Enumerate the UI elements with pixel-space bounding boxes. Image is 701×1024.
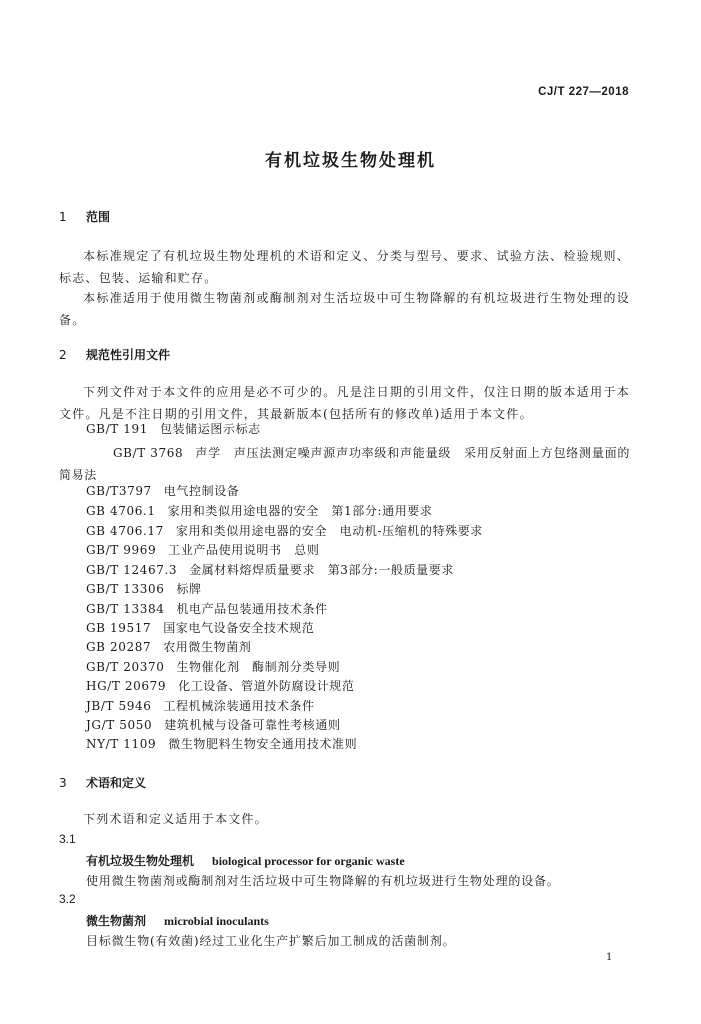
reference-item — [86, 420, 261, 437]
page-number: 1 — [606, 952, 613, 963]
reference-title: 家用和类似用途电器的安全 电动机-压缩机的特殊要求 — [175, 524, 483, 538]
term-english: microbial inoculants — [164, 914, 269, 928]
reference-code: HG/T 20679 — [86, 679, 167, 693]
reference-item — [86, 716, 341, 733]
reference-code: GB 4706.1 — [86, 504, 156, 518]
reference-code: GB/T3797 — [86, 484, 152, 498]
reference-item — [86, 541, 319, 558]
reference-code: GB/T 13384 — [86, 602, 165, 616]
section-title: 规范性引用文件 — [86, 348, 171, 362]
reference-item — [86, 735, 357, 752]
term-definition: 使用微生物菌剂或酶制剂对生活垃圾中可生物降解的有机垃圾进行生物处理的设备。 — [86, 874, 560, 888]
reference-title: 工程机械涂装通用技术条件 — [163, 699, 315, 713]
section-2-heading — [59, 346, 170, 363]
reference-code: GB 4706.17 — [86, 524, 164, 538]
reference-item — [86, 580, 202, 597]
reference-title: 电气控制设备 — [163, 484, 240, 498]
reference-code: GB 19517 — [86, 621, 152, 635]
reference-title: 农用微生物菌剂 — [163, 640, 252, 654]
reference-code: GB/T 191 — [86, 422, 148, 436]
reference-title: 机电产品包装通用技术条件 — [176, 602, 328, 616]
reference-code: GB/T 3768 — [113, 446, 184, 460]
reference-item — [86, 561, 454, 578]
section-3-heading — [59, 774, 146, 791]
section-title: 范围 — [86, 210, 111, 224]
reference-code: GB/T 9969 — [86, 543, 157, 557]
reference-code: NY/T 1109 — [86, 737, 157, 751]
reference-code: GB/T 12467.3 — [86, 563, 178, 577]
reference-title: 金属材料熔焊质量要求 第3部分:一般质量要求 — [189, 563, 454, 577]
reference-item — [86, 619, 314, 636]
reference-title: 标牌 — [176, 582, 202, 596]
section-title: 术语和定义 — [86, 776, 147, 790]
term-heading — [86, 852, 405, 869]
reference-title: 建筑机械与设备可靠性考核通则 — [164, 718, 341, 732]
term-number: 3.2 — [59, 892, 76, 906]
reference-code: JG/T 5050 — [86, 718, 153, 732]
term-chinese: 有机垃圾生物处理机 — [86, 854, 195, 868]
reference-item — [86, 677, 355, 694]
reference-item — [86, 600, 328, 617]
terms-intro: 下列术语和定义适用于本文件。 — [83, 812, 268, 826]
reference-title: 微生物肥料生物安全通用技术准则 — [168, 737, 358, 751]
document-title: 有机垃圾生物处理机 — [265, 151, 436, 171]
reference-code: GB/T 13306 — [86, 582, 165, 596]
reference-item — [59, 442, 630, 486]
reference-item — [86, 502, 433, 519]
reference-item — [86, 658, 340, 675]
term-chinese: 微生物菌剂 — [86, 914, 147, 928]
standard-number: CJ/T 227—2018 — [538, 86, 629, 98]
term-heading — [86, 912, 269, 929]
reference-item — [86, 697, 315, 714]
term-english: biological processor for organic waste — [212, 854, 405, 868]
references-intro: 下列文件对于本文件的应用是必不可少的。凡是注日期的引用文件，仅注日期的版本适用于本文件。凡是不注日期的引用文件，其最新版本(包括所有的修改单)适用于本文件。 — [59, 385, 630, 421]
scope-paragraph-2: 本标准适用于使用微生物菌剂或酶制剂对生活垃圾中可生物降解的有机垃圾进行生物处理的设备。 — [59, 291, 630, 327]
reference-item — [86, 482, 239, 499]
reference-title: 国家电气设备安全技术规范 — [163, 621, 315, 635]
section-number: 1 — [59, 210, 67, 224]
reference-code: JB/T 5946 — [86, 699, 152, 713]
scope-paragraph-1: 本标准规定了有机垃圾生物处理机的术语和定义、分类与型号、要求、试验方法、检验规则、标志、包装、运输和贮存。 — [59, 249, 630, 285]
reference-title: 声学 声压法测定噪声源声功率级和声能量级 采用反射面上方包络测量面的简易法 — [59, 446, 630, 482]
term-number: 3.1 — [59, 832, 76, 846]
reference-title: 工业产品使用说明书 总则 — [168, 543, 320, 557]
reference-title: 家用和类似用途电器的安全 第1部分:通用要求 — [167, 504, 433, 518]
reference-code: GB 20287 — [86, 640, 152, 654]
section-number: 2 — [59, 348, 67, 362]
reference-title: 化工设备、管道外防腐设计规范 — [178, 679, 355, 693]
reference-item — [86, 522, 483, 539]
reference-title: 包装储运图示标志 — [159, 422, 261, 436]
reference-title: 生物催化剂 酶制剂分类导则 — [176, 660, 341, 674]
reference-item — [86, 638, 251, 655]
section-1-heading — [59, 208, 110, 225]
term-definition: 目标微生物(有效菌)经过工业化生产扩繁后加工制成的活菌制剂。 — [86, 934, 456, 948]
section-number: 3 — [59, 776, 67, 790]
reference-code: GB/T 20370 — [86, 660, 165, 674]
